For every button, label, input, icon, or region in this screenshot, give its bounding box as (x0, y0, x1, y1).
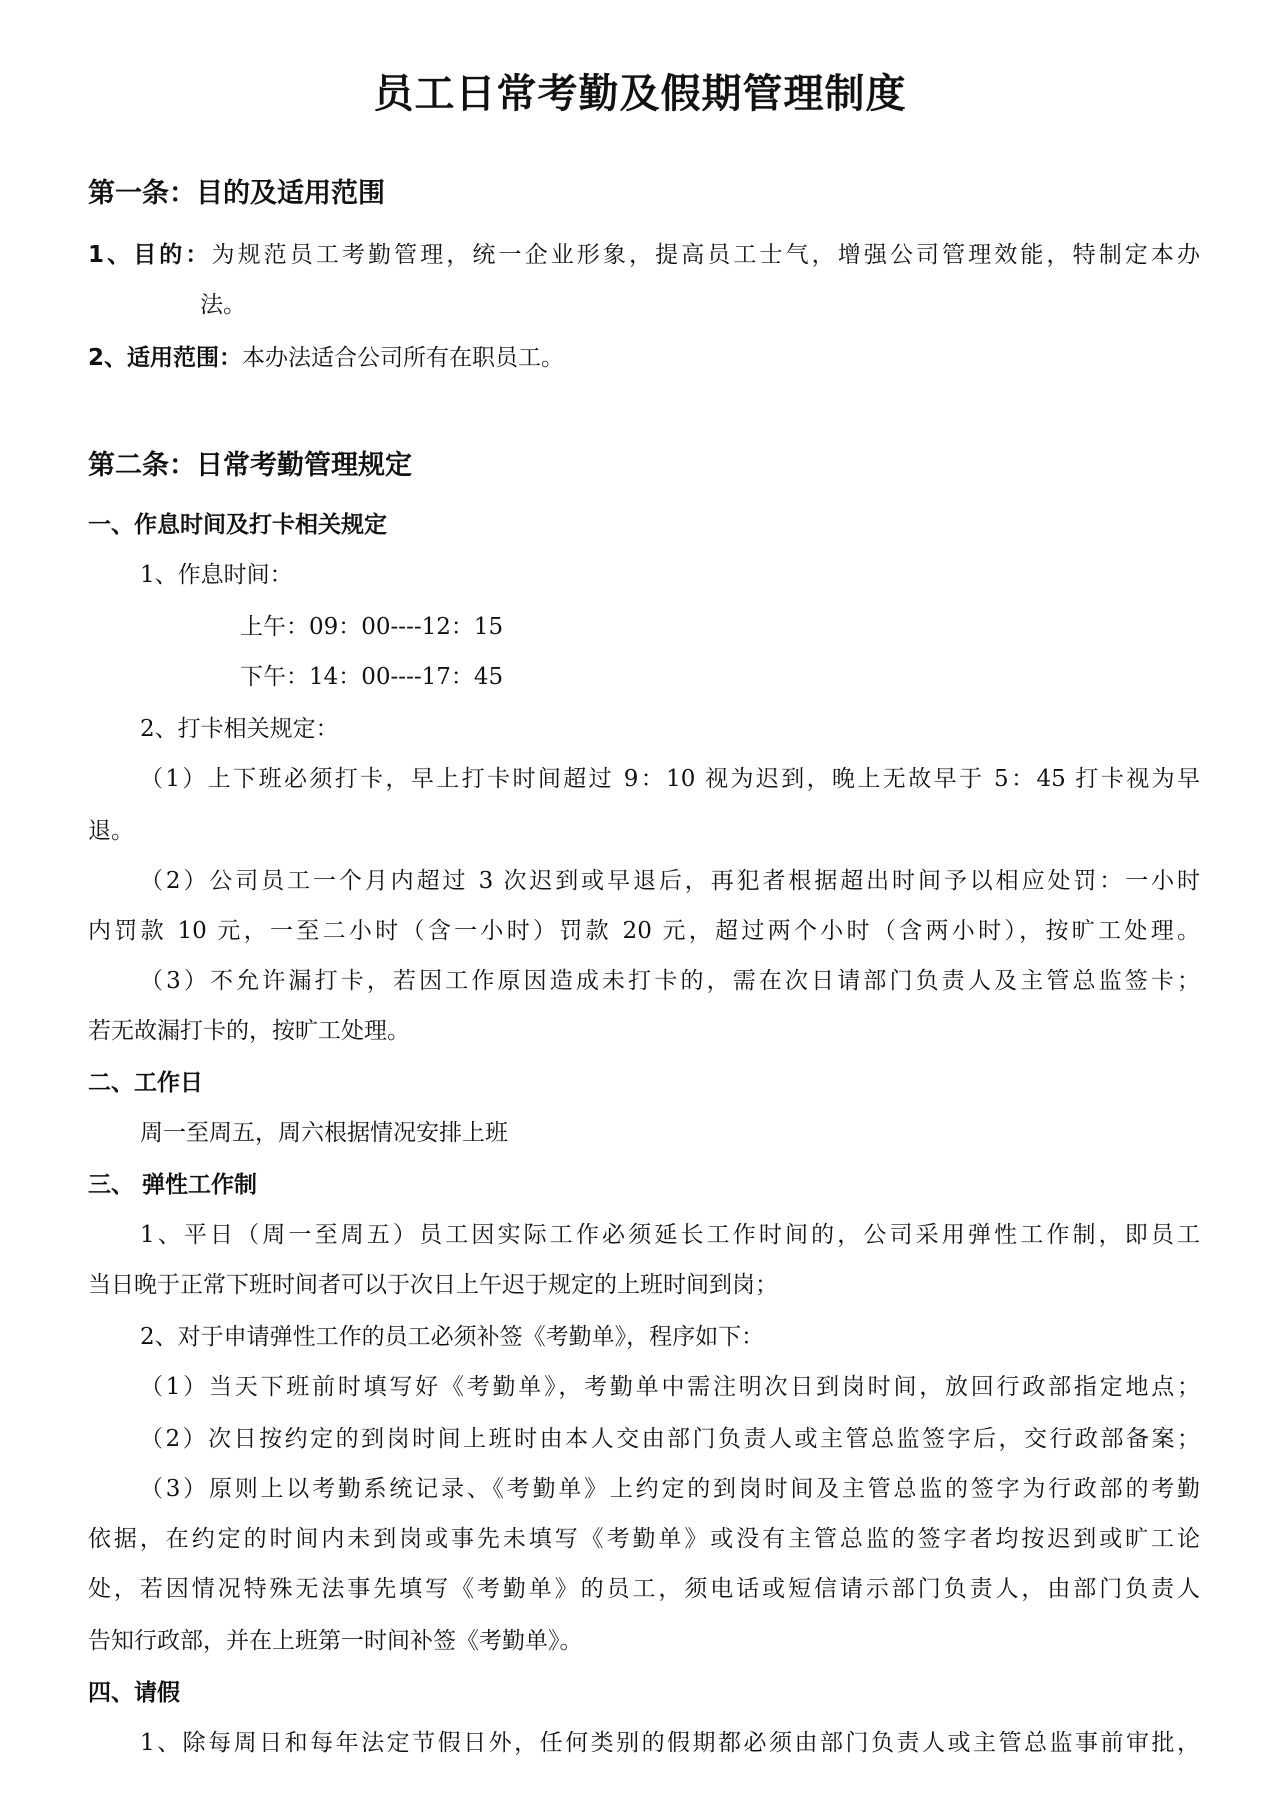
flex-step-3-line-4: 告知行政部，并在上班第一时间补签《考勤单》。 (88, 1628, 583, 1654)
flex-item-1-line-2: 当日晚于正常下班时间者可以于次日上午迟于规定的上班时间到岗； (88, 1272, 778, 1298)
morning-hours: 上午：09：00----12：15 (240, 614, 504, 640)
rule-2-line-2: 内罚款 10 元，一至二小时（含一小时）罚款 20 元，超过两个小时（含两小时），按旷工处理。 (88, 918, 1200, 944)
flex-item-1-line-1: 1、平日（周一至周五）员工因实际工作必须延长工作时间的，公司采用弹性工作制，即员工 (140, 1222, 1200, 1248)
section-4-heading: 四、请假 (88, 1680, 180, 1706)
rule-3-line-1: （3）不允许漏打卡，若因工作原因造成未打卡的，需在次日请部门负责人及主管总监签卡； (140, 968, 1200, 994)
flex-step-3-line-1: （3）原则上以考勤系统记录、《考勤单》上约定的到岗时间及主管总监的签字为行政部的考勤 (140, 1476, 1200, 1502)
section-3-heading: 三、 弹性工作制 (88, 1172, 258, 1198)
rule-1-line-2: 退。 (88, 818, 134, 844)
flex-step-2: （2）次日按约定的到岗时间上班时由本人交由部门负责人或主管总监签字后，交行政部备案； (140, 1426, 1200, 1452)
leave-item-1-line-1: 1、除每周日和每年法定节假日外，任何类别的假期都必须由部门负责人或主管总监事前审批， (140, 1730, 1200, 1756)
clock-rules-label: 2、打卡相关规定： (140, 716, 339, 742)
rule-1-line-1: （1）上下班必须打卡，早上打卡时间超过 9：10 视为迟到，晚上无故早于 5：45 打卡视为早 (140, 766, 1200, 792)
article-1-scope-line (88, 341, 564, 375)
scope-label: 2、适用范围： (88, 345, 243, 371)
section-1-heading: 一、作息时间及打卡相关规定 (88, 512, 387, 538)
flex-step-3-line-3: 处，若因情况特殊无法事先填写《考勤单》的员工，须电话或短信请示部门负责人，由部门负责人 (88, 1576, 1200, 1602)
article-2-heading: 第二条：日常考勤管理规定 (88, 450, 412, 481)
flex-step-1: （1）当天下班前时填写好《考勤单》，考勤单中需注明次日到岗时间，放回行政部指定地点； (140, 1374, 1200, 1400)
purpose-text: 为规范员工考勤管理，统一企业形象，提高员工士气，增强公司管理效能，特制定本办 (211, 242, 1200, 268)
afternoon-hours: 下午：14：00----17：45 (240, 664, 504, 690)
work-hours-label: 1、作息时间： (140, 562, 293, 588)
article-1-heading: 第一条：目的及适用范围 (88, 178, 385, 209)
section-2-heading: 二、工作日 (88, 1070, 203, 1096)
workday-text: 周一至周五，周六根据情况安排上班 (140, 1120, 508, 1146)
rule-3-line-2: 若无故漏打卡的，按旷工处理。 (88, 1018, 410, 1044)
purpose-label: 1、目的： (88, 242, 212, 268)
article-1-purpose-line (88, 238, 1200, 272)
document-title: 员工日常考勤及假期管理制度 (373, 71, 907, 117)
rule-2-line-1: （2）公司员工一个月内超过 3 次迟到或早退后，再犯者根据超出时间予以相应处罚：一小时 (140, 868, 1200, 894)
flex-step-3-line-2: 依据，在约定的时间内未到岗或事先未填写《考勤单》或没有主管总监的签字者均按迟到或旷工论 (88, 1526, 1200, 1552)
scope-text: 本办法适合公司所有在职员工。 (242, 345, 565, 371)
flex-item-2: 2、对于申请弹性工作的员工必须补签《考勤单》，程序如下： (140, 1324, 765, 1350)
purpose-text-continued: 法。 (200, 292, 246, 318)
